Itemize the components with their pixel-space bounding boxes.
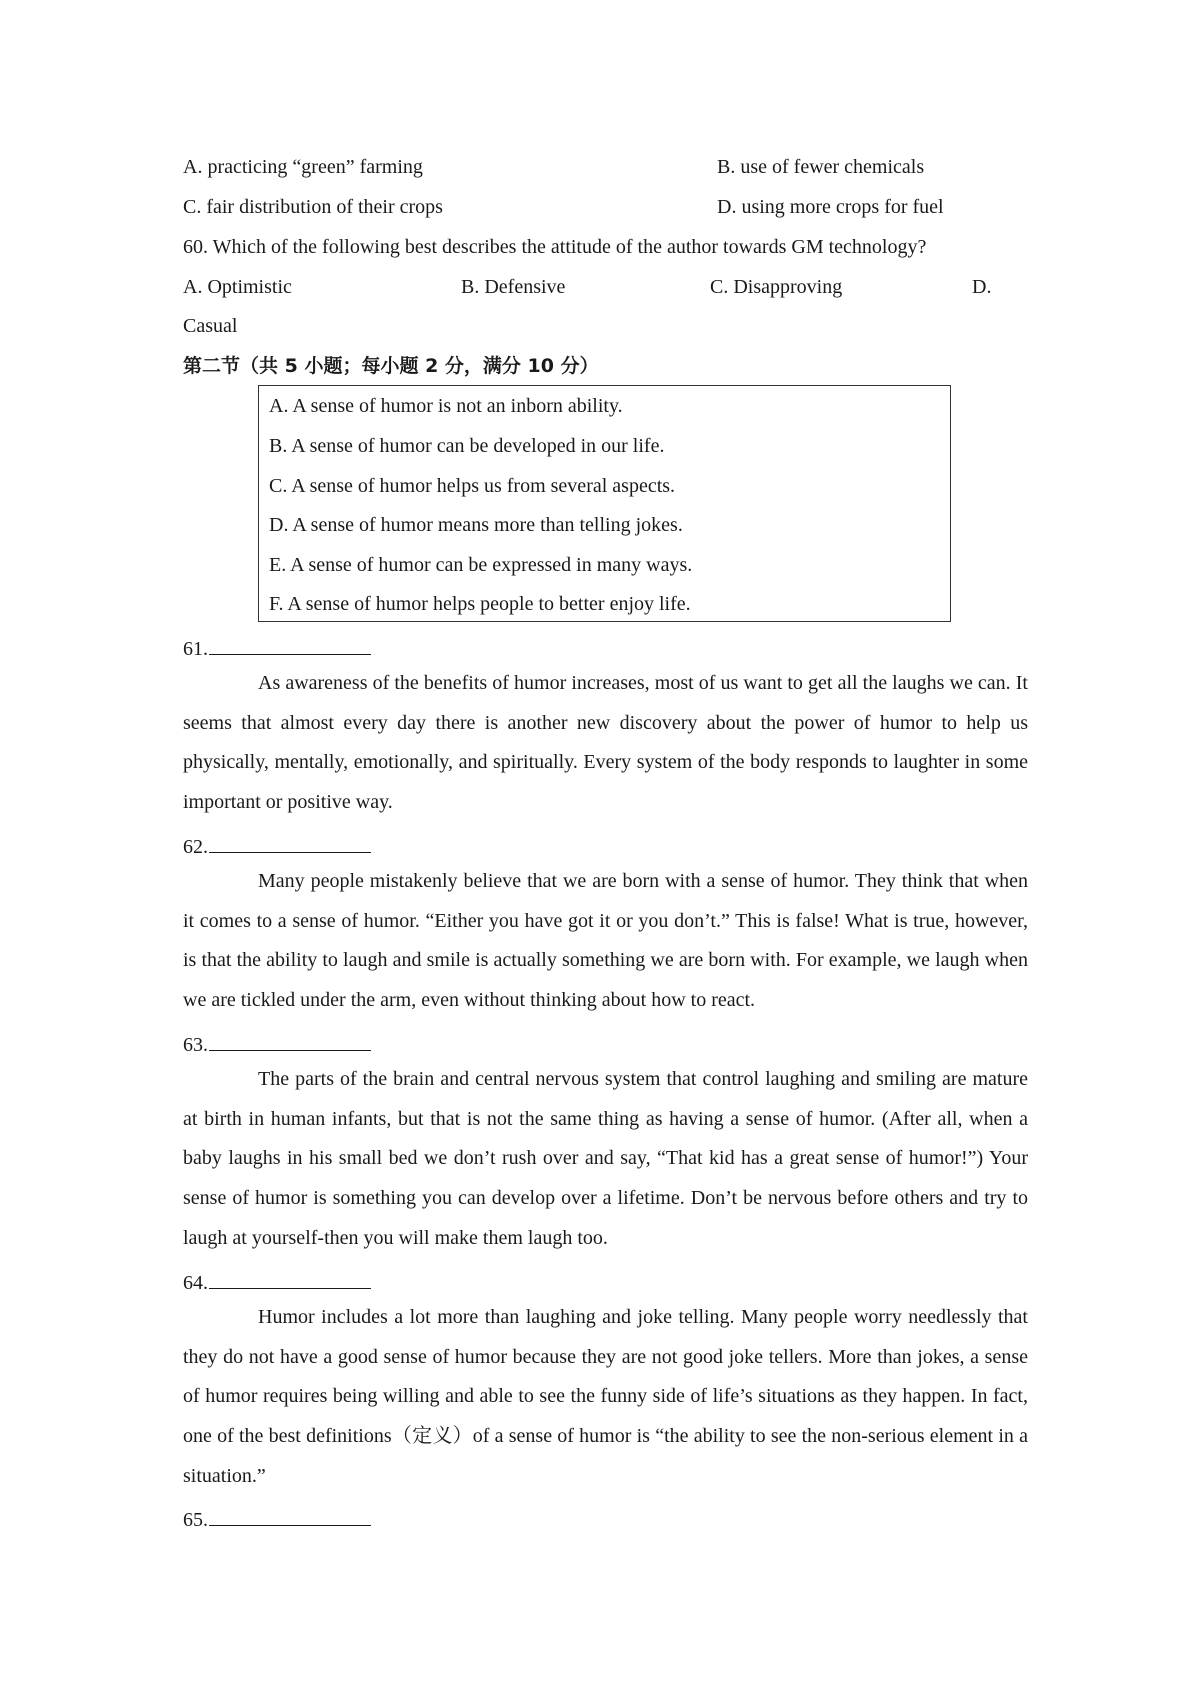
- answer-blank[interactable]: [209, 832, 371, 853]
- box-option-d: D. A sense of humor means more than telling jokes.: [269, 514, 683, 536]
- blank-number: 61.: [183, 638, 208, 660]
- box-option-e: E. A sense of humor can be expressed in many ways.: [269, 554, 693, 576]
- blank-61: [183, 634, 371, 661]
- q60-option-a: A. Optimistic: [183, 276, 292, 298]
- paragraph-3: The parts of the brain and central nervous system that control laughing and smiling are mature at birth in human infants, but that is not the same thing as having a sense of humor. (After all, when a baby laughs in his small bed we don’t rush over and say, “That kid has a great sense of humor!”) Your sense of humor is something you can develop over a lifetime. Don’t be nervous before others and try to laugh at yourself-then you will make them laugh too.: [183, 1068, 1028, 1249]
- q60-stem: 60. Which of the following best describes the attitude of the author towards GM technology?: [183, 236, 927, 258]
- paragraph-2: Many people mistakenly believe that we are born with a sense of humor. They think that when it comes to a sense of humor. “Either you have got it or you don’t.” This is false! What is true, however, is that the ability to laugh and smile is actually something we are born with. For example, we laugh when we are tickled under the arm, even without thinking about how to react.: [183, 870, 1028, 1012]
- q60-option-d: D.: [972, 276, 992, 298]
- section-heading: 第二节（共 5 小题；每小题 2 分，满分 10 分）: [183, 355, 599, 377]
- q59-option-a: A. practicing “green” farming: [183, 156, 423, 178]
- box-option-b: B. A sense of humor can be developed in our life.: [269, 435, 665, 457]
- q60-option-c: C. Disapproving: [710, 276, 843, 298]
- answer-blank[interactable]: [209, 634, 371, 655]
- box-option-c: C. A sense of humor helps us from several aspects.: [269, 475, 676, 497]
- box-option-f: F. A sense of humor helps people to better enjoy life.: [269, 593, 691, 615]
- q59-option-d: D. using more crops for fuel: [717, 196, 944, 218]
- paragraph-4: Humor includes a lot more than laughing and joke telling. Many people worry needlessly that they do not have a good sense of humor because they are not good joke tellers. More than jokes, a sense of humor requires being willing and able to see the funny side of life’s situations as they happen. In fact, one of the best definitions（定义）of a sense of humor is “the ability to see the non-serious element in a situation.”: [183, 1306, 1028, 1487]
- paragraph-1: As awareness of the benefits of humor increases, most of us want to get all the laughs we can. It seems that almost every day there is another new discovery about the power of humor to help us physically, mentally, emotionally, and spiritually. Every system of the body responds to laughter in some important or positive way.: [183, 672, 1028, 814]
- answer-blank[interactable]: [209, 1505, 371, 1526]
- blank-65: [183, 1505, 371, 1532]
- answer-blank[interactable]: [209, 1268, 371, 1289]
- blank-number: 64.: [183, 1272, 208, 1294]
- answer-blank[interactable]: [209, 1030, 371, 1051]
- q59-option-b: B. use of fewer chemicals: [717, 156, 925, 178]
- q60-option-d-text: Casual: [183, 315, 238, 337]
- blank-64: [183, 1268, 371, 1295]
- q59-option-c: C. fair distribution of their crops: [183, 196, 443, 218]
- blank-number: 62.: [183, 836, 208, 858]
- options-box: [258, 385, 951, 622]
- blank-number: 63.: [183, 1034, 208, 1056]
- box-option-a: A. A sense of humor is not an inborn ability.: [269, 395, 623, 417]
- q60-option-b: B. Defensive: [461, 276, 566, 298]
- blank-number: 65.: [183, 1509, 208, 1531]
- blank-63: [183, 1030, 371, 1057]
- blank-62: [183, 832, 371, 859]
